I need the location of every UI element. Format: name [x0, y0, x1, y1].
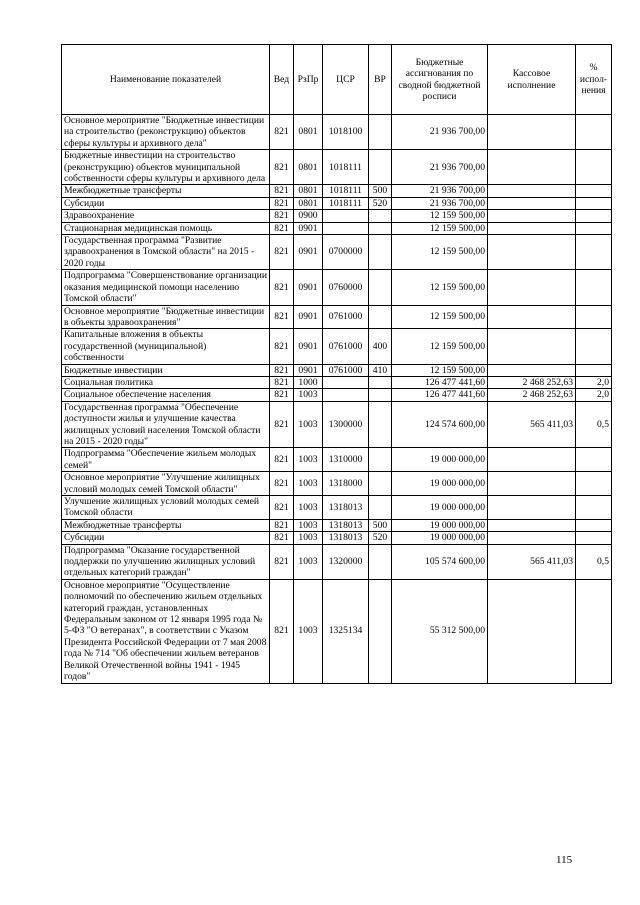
cell-ved: 821 [270, 185, 294, 197]
cell-rzpr: 0901 [294, 364, 323, 376]
cell-ved: 821 [270, 472, 294, 496]
table-row [62, 235, 612, 270]
header-vr: ВР [369, 45, 392, 115]
cell-pct [576, 532, 612, 544]
cell-csr [323, 210, 369, 222]
cell-name: Подпрограмма "Совершенствование организации оказания медицинской помощи населению Томской области" [62, 270, 270, 305]
cell-cash [488, 235, 576, 270]
cell-name: Основное мероприятие "Бюджетные инвестиции в объекты здравоохранения" [62, 305, 270, 329]
cell-budget: 19 000 000,00 [392, 472, 488, 496]
cell-ved: 821 [270, 115, 294, 150]
cell-name: Бюджетные инвестиции [62, 364, 270, 376]
cell-budget: 12 159 500,00 [392, 235, 488, 270]
table-row [62, 376, 612, 388]
cell-cash: 565 411,03 [488, 401, 576, 448]
cell-vr: 500 [369, 185, 392, 197]
cell-ved: 821 [270, 544, 294, 579]
cell-cash [488, 329, 576, 364]
cell-pct [576, 210, 612, 222]
cell-rzpr: 0901 [294, 235, 323, 270]
cell-vr [369, 544, 392, 579]
cell-budget: 126 477 441,60 [392, 389, 488, 401]
cell-vr [369, 235, 392, 270]
cell-ved: 821 [270, 197, 294, 209]
cell-cash [488, 210, 576, 222]
cell-vr [369, 448, 392, 472]
cell-pct: 0,5 [576, 401, 612, 448]
cell-budget: 19 000 000,00 [392, 448, 488, 472]
cell-budget: 55 312 500,00 [392, 579, 488, 683]
cell-name: Капитальные вложения в объекты государственной (муниципальной) собственности [62, 329, 270, 364]
cell-cash [488, 448, 576, 472]
cell-pct [576, 472, 612, 496]
cell-csr: 1310000 [323, 448, 369, 472]
cell-cash [488, 579, 576, 683]
cell-cash [488, 197, 576, 209]
table-row [62, 364, 612, 376]
cell-vr: 410 [369, 364, 392, 376]
cell-rzpr: 1003 [294, 579, 323, 683]
cell-pct [576, 197, 612, 209]
cell-rzpr: 0901 [294, 305, 323, 329]
cell-csr: 0761000 [323, 305, 369, 329]
table-row [62, 329, 612, 364]
cell-budget: 12 159 500,00 [392, 364, 488, 376]
cell-cash: 2 468 252,63 [488, 389, 576, 401]
cell-rzpr: 1003 [294, 519, 323, 531]
cell-pct [576, 115, 612, 150]
table-row [62, 544, 612, 579]
cell-pct [576, 185, 612, 197]
cell-name: Основное мероприятие "Осуществление полномочий по обеспечению жильем отдельных категорий граждан, установленных Федеральным законом от 12 января 1995 года № 5-ФЗ "О ветеранах", в соответствии с Указом Президента Российской Федерации от 7 мая 2008 года № 714 "Об обеспечении жильем ветеранов Великой Отечественной войны 1941 - 1945 годов" [62, 579, 270, 683]
cell-vr [369, 401, 392, 448]
cell-csr: 1318000 [323, 472, 369, 496]
cell-pct [576, 222, 612, 234]
cell-budget: 21 936 700,00 [392, 197, 488, 209]
table-row [62, 197, 612, 209]
cell-cash [488, 115, 576, 150]
cell-budget: 21 936 700,00 [392, 185, 488, 197]
cell-cash: 2 468 252,63 [488, 376, 576, 388]
cell-pct [576, 305, 612, 329]
cell-name: Подпрограмма "Оказание государственной поддержки по улучшению жилищных условий отдельных категорий граждан" [62, 544, 270, 579]
cell-rzpr: 1003 [294, 532, 323, 544]
header-cash: Кассовое исполнение [488, 45, 576, 115]
table-row [62, 532, 612, 544]
cell-budget: 105 574 600,00 [392, 544, 488, 579]
cell-rzpr: 0801 [294, 185, 323, 197]
cell-vr [369, 579, 392, 683]
cell-pct [576, 235, 612, 270]
cell-vr [369, 376, 392, 388]
cell-name: Основное мероприятие "Бюджетные инвестиции на строительство (реконструкцию) объектов сферы культуры и архивного дела" [62, 115, 270, 150]
cell-rzpr: 1003 [294, 496, 323, 520]
table-body [62, 115, 612, 684]
cell-cash [488, 496, 576, 520]
cell-csr: 0761000 [323, 364, 369, 376]
cell-ved: 821 [270, 305, 294, 329]
cell-budget: 12 159 500,00 [392, 210, 488, 222]
cell-cash [488, 150, 576, 185]
cell-csr: 1318013 [323, 496, 369, 520]
header-budget: Бюджетные ассигнования по сводной бюджетной росписи [392, 45, 488, 115]
cell-vr: 520 [369, 532, 392, 544]
cell-ved: 821 [270, 448, 294, 472]
cell-rzpr: 0901 [294, 329, 323, 364]
cell-budget: 12 159 500,00 [392, 329, 488, 364]
cell-budget: 19 000 000,00 [392, 519, 488, 531]
cell-vr [369, 210, 392, 222]
cell-csr: 1018100 [323, 115, 369, 150]
cell-ved: 821 [270, 329, 294, 364]
cell-name: Государственная программа "Обеспечение доступности жилья и улучшение качества жилищных условий населения Томской области на 2015 - 2020 годы" [62, 401, 270, 448]
cell-csr [323, 222, 369, 234]
table-header-row [62, 45, 612, 115]
cell-csr: 0700000 [323, 235, 369, 270]
cell-ved: 821 [270, 389, 294, 401]
cell-csr: 1318013 [323, 519, 369, 531]
header-rzpr: РзПр [294, 45, 323, 115]
cell-cash [488, 472, 576, 496]
cell-rzpr: 1003 [294, 544, 323, 579]
cell-vr [369, 389, 392, 401]
cell-rzpr: 0801 [294, 150, 323, 185]
cell-name: Субсидии [62, 532, 270, 544]
cell-vr: 500 [369, 519, 392, 531]
cell-csr: 0760000 [323, 270, 369, 305]
header-ved: Вед [270, 45, 294, 115]
cell-budget: 19 000 000,00 [392, 532, 488, 544]
cell-csr: 1300000 [323, 401, 369, 448]
cell-cash [488, 519, 576, 531]
cell-budget: 124 574 600,00 [392, 401, 488, 448]
cell-name: Подпрограмма "Обеспечение жильем молодых семей" [62, 448, 270, 472]
table-row [62, 210, 612, 222]
header-pct: % испол-нения [576, 45, 612, 115]
cell-name: Субсидии [62, 197, 270, 209]
cell-pct [576, 579, 612, 683]
cell-name: Межбюджетные трансферты [62, 185, 270, 197]
cell-name: Улучшение жилищных условий молодых семей Томской области [62, 496, 270, 520]
table-row [62, 519, 612, 531]
table-row [62, 270, 612, 305]
cell-cash [488, 364, 576, 376]
cell-name: Межбюджетные трансферты [62, 519, 270, 531]
cell-pct: 2,0 [576, 376, 612, 388]
cell-cash [488, 270, 576, 305]
budget-table [61, 44, 612, 684]
cell-pct: 2,0 [576, 389, 612, 401]
cell-csr: 0761000 [323, 329, 369, 364]
cell-csr [323, 376, 369, 388]
cell-csr [323, 389, 369, 401]
cell-csr: 1325134 [323, 579, 369, 683]
cell-ved: 821 [270, 222, 294, 234]
cell-cash [488, 305, 576, 329]
cell-ved: 821 [270, 210, 294, 222]
page-number: 115 [556, 854, 573, 866]
cell-csr: 1320000 [323, 544, 369, 579]
cell-csr: 1018111 [323, 150, 369, 185]
cell-rzpr: 0901 [294, 222, 323, 234]
cell-ved: 821 [270, 150, 294, 185]
cell-ved: 821 [270, 235, 294, 270]
cell-csr: 1018111 [323, 197, 369, 209]
cell-budget: 12 159 500,00 [392, 305, 488, 329]
cell-budget: 12 159 500,00 [392, 270, 488, 305]
header-csr: ЦСР [323, 45, 369, 115]
cell-rzpr: 1003 [294, 389, 323, 401]
table-row [62, 222, 612, 234]
cell-ved: 821 [270, 376, 294, 388]
table-row [62, 150, 612, 185]
table-row [62, 472, 612, 496]
cell-rzpr: 1003 [294, 401, 323, 448]
cell-vr [369, 150, 392, 185]
cell-name: Основное мероприятие "Улучшение жилищных условий молодых семей Томской области" [62, 472, 270, 496]
table-row [62, 389, 612, 401]
header-name: Наименование показателей [62, 45, 270, 115]
cell-budget: 21 936 700,00 [392, 115, 488, 150]
cell-budget: 12 159 500,00 [392, 222, 488, 234]
cell-vr [369, 472, 392, 496]
cell-ved: 821 [270, 364, 294, 376]
cell-vr: 520 [369, 197, 392, 209]
cell-rzpr: 0801 [294, 115, 323, 150]
cell-pct: 0,5 [576, 544, 612, 579]
cell-cash [488, 222, 576, 234]
cell-pct [576, 519, 612, 531]
table-row [62, 401, 612, 448]
cell-vr [369, 305, 392, 329]
cell-rzpr: 0901 [294, 270, 323, 305]
cell-ved: 821 [270, 401, 294, 448]
cell-name: Здравоохранение [62, 210, 270, 222]
cell-ved: 821 [270, 532, 294, 544]
cell-name: Социальная политика [62, 376, 270, 388]
cell-pct [576, 270, 612, 305]
cell-pct [576, 364, 612, 376]
table-row [62, 185, 612, 197]
cell-pct [576, 448, 612, 472]
cell-ved: 821 [270, 579, 294, 683]
cell-ved: 821 [270, 270, 294, 305]
table-row [62, 579, 612, 683]
cell-cash [488, 532, 576, 544]
cell-vr [369, 222, 392, 234]
cell-vr [369, 496, 392, 520]
cell-csr: 1018111 [323, 185, 369, 197]
cell-budget: 126 477 441,60 [392, 376, 488, 388]
cell-pct [576, 150, 612, 185]
cell-ved: 821 [270, 519, 294, 531]
cell-budget: 21 936 700,00 [392, 150, 488, 185]
cell-name: Бюджетные инвестиции на строительство (реконструкцию) объектов муниципальной собственности сферы культуры и архивного дела [62, 150, 270, 185]
cell-budget: 19 000 000,00 [392, 496, 488, 520]
cell-rzpr: 0801 [294, 197, 323, 209]
cell-name: Социальное обеспечение населения [62, 389, 270, 401]
table-row [62, 305, 612, 329]
cell-csr: 1318013 [323, 532, 369, 544]
cell-name: Стационарная медицинская помощь [62, 222, 270, 234]
cell-ved: 821 [270, 496, 294, 520]
cell-rzpr: 1000 [294, 376, 323, 388]
table-row [62, 448, 612, 472]
cell-cash: 565 411,03 [488, 544, 576, 579]
cell-rzpr: 1003 [294, 472, 323, 496]
cell-pct [576, 329, 612, 364]
cell-vr: 400 [369, 329, 392, 364]
cell-pct [576, 496, 612, 520]
table-row [62, 115, 612, 150]
cell-name: Государственная программа "Развитие здравоохранения в Томской области" на 2015 - 2020 годы [62, 235, 270, 270]
cell-rzpr: 1003 [294, 448, 323, 472]
cell-cash [488, 185, 576, 197]
cell-rzpr: 0900 [294, 210, 323, 222]
table-row [62, 496, 612, 520]
cell-vr [369, 115, 392, 150]
cell-vr [369, 270, 392, 305]
